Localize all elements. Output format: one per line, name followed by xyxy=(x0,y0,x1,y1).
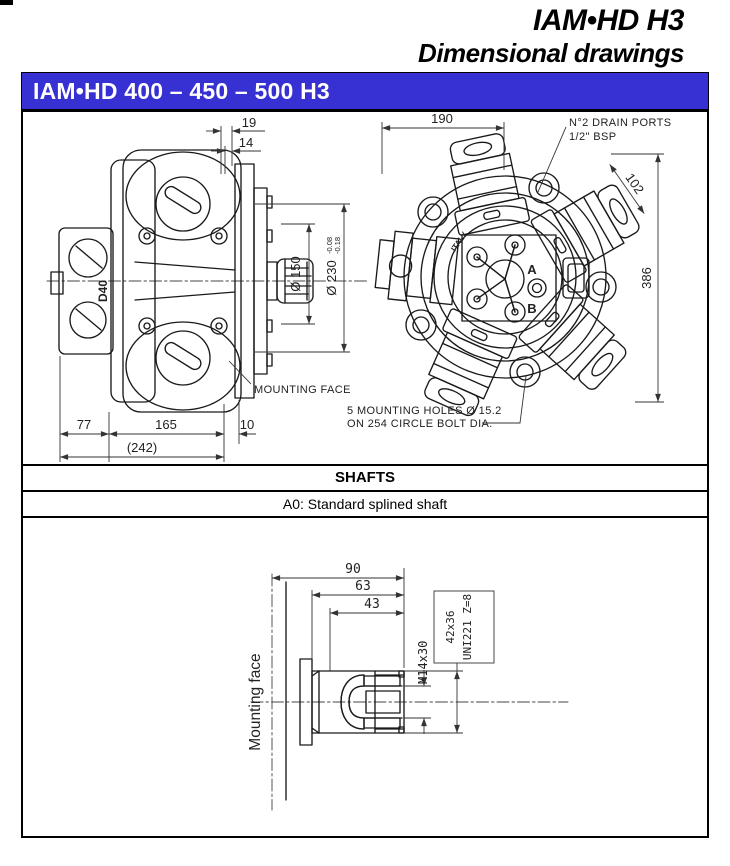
dim-90: 90 xyxy=(345,562,361,577)
dimensional-drawings-panel xyxy=(21,110,709,466)
dim-dia-230-tol-upper: -0.08 xyxy=(325,236,334,254)
dim-14: 14 xyxy=(238,135,254,150)
page-subtitle: Dimensional drawings xyxy=(418,38,684,68)
title-block xyxy=(418,4,684,68)
drawings-canvas xyxy=(23,112,707,464)
port-size-label: D40 xyxy=(96,279,110,303)
thread-spec-label: M14x30 xyxy=(416,640,430,684)
drain-ports-note-line2: 1/2" BSP xyxy=(569,131,617,143)
shaft-drawing-canvas xyxy=(23,518,707,836)
shafts-header-label: SHAFTS xyxy=(335,469,395,486)
inlet-port-arm xyxy=(374,230,459,306)
shaft-section-drawing xyxy=(251,574,568,810)
page-title: IAM•HD H3 xyxy=(532,4,684,37)
dim-19: 19 xyxy=(241,115,257,130)
dim-242: (242) xyxy=(126,440,158,455)
dim-dia-230 xyxy=(324,237,342,296)
shafts-section-header xyxy=(21,464,709,492)
dim-43: 43 xyxy=(364,597,380,612)
front-view-drawing xyxy=(374,131,646,422)
mounting-face-label: MOUNTING FACE xyxy=(254,384,351,396)
shaft-variant-header xyxy=(21,490,709,518)
port-a-label: A xyxy=(527,262,537,277)
shaft-mounting-face-label: Mounting face xyxy=(247,653,264,751)
dim-77: 77 xyxy=(76,417,92,432)
dim-386: 386 xyxy=(639,267,654,289)
mounting-holes-note-line1: 5 MOUNTING HOLES Ø 15.2 xyxy=(347,405,502,417)
port-b-label: B xyxy=(527,301,537,316)
body-marking: ITALY xyxy=(449,230,470,254)
dim-102: 102 xyxy=(622,170,648,197)
mounting-holes-note-line2: ON 254 CIRCLE BOLT DIA. xyxy=(347,418,493,430)
dim-10: 10 xyxy=(239,417,255,432)
dim-165: 165 xyxy=(155,417,177,432)
dim-63: 63 xyxy=(355,579,371,594)
shaft-variant-label: A0: Standard splined shaft xyxy=(282,496,448,512)
model-banner-label: IAM•HD 400 – 450 – 500 H3 xyxy=(33,78,330,104)
scan-artifact xyxy=(0,0,13,5)
shaft-drawing-panel xyxy=(21,516,709,838)
drain-ports-note-line1: N°2 DRAIN PORTS xyxy=(569,117,672,129)
dim-dia-150: Ø 150 xyxy=(288,256,303,292)
model-banner xyxy=(21,72,709,110)
spline-spec-line2: UNI221 Z=8 xyxy=(461,593,474,661)
dim-190: 190 xyxy=(431,112,453,126)
dim-dia-230-tol-lower: -0.18 xyxy=(333,236,342,254)
svg-text:Ø 230: Ø 230 xyxy=(324,260,339,296)
spline-spec-line1: 42x36 xyxy=(444,610,457,644)
